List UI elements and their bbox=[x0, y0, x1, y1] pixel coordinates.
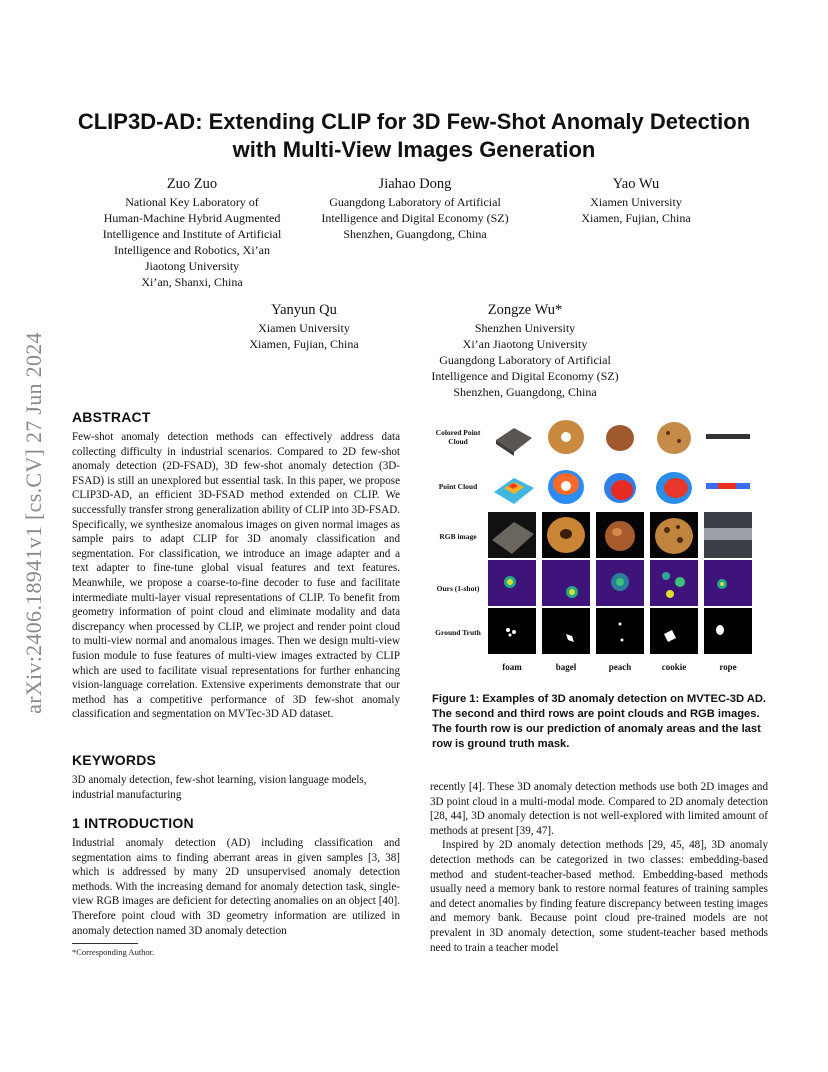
affiliation-line: National Key Laboratory of bbox=[125, 195, 259, 209]
point-cloud-cookie bbox=[650, 464, 698, 510]
prediction-peach bbox=[596, 560, 644, 606]
right-paragraph-1: recently [4]. These 3D anomaly detection methods use both 2D images and 3D point cloud in a multi-modal mode. Compared to 2D anomaly detection [28, 44], 3D anomaly detection is not well-explored with limited amount of methods at present [39, 47]. bbox=[430, 781, 768, 837]
point-cloud-rope bbox=[704, 464, 752, 510]
col-label-bagel: bagel bbox=[555, 662, 577, 672]
author-zongze-wu bbox=[410, 300, 640, 400]
figure-1 bbox=[432, 414, 768, 678]
figure-caption: Figure 1: Examples of 3D anomaly detection on MVTEC-3D AD. The second and third rows are point clouds and RGB images. The fourth row is our prediction of anomaly areas and the last row is ground truth mask. bbox=[432, 693, 767, 750]
keywords-text bbox=[72, 773, 400, 802]
author-yao-wu bbox=[546, 174, 726, 226]
ground-truth-rope bbox=[704, 608, 752, 654]
row-label-ground-truth: Ground Truth bbox=[435, 628, 481, 637]
rgb-image-rope bbox=[704, 512, 752, 558]
arxiv-id: arXiv:2406.18941v1 [cs.CV] 27 Jun 2024 bbox=[21, 332, 46, 714]
prediction-foam bbox=[488, 560, 536, 606]
introduction-paragraph: Industrial anomaly detection (AD) including classification and segmentation aims to finding aberrant areas in given samples [3, 38] which is addressed by many 2D unsupervised anomaly detection methods. With the increasing demand for anomaly detection task, single-view RGB images are deficient for detecting anomalies on an object [40]. Therefore point cloud with 3D geometry information are utilized in anomaly detection named 3D anomaly detection bbox=[72, 837, 400, 937]
row-label-rgb-image: RGB image bbox=[439, 532, 477, 541]
footnote-rule bbox=[72, 943, 138, 944]
affiliation-line: Xi’an Jiaotong University bbox=[462, 337, 588, 351]
col-label-foam: foam bbox=[502, 662, 522, 672]
affiliation-line: Xiamen University bbox=[258, 321, 350, 335]
paper-title bbox=[60, 108, 768, 164]
abstract-heading: ABSTRACT bbox=[72, 409, 151, 425]
keywords-paragraph: 3D anomaly detection, few-shot learning, vision language models, industrial manufacturing bbox=[72, 774, 367, 801]
affiliation-line: Xiamen, Fujian, China bbox=[249, 337, 359, 351]
introduction-text bbox=[72, 836, 400, 938]
rgb-image-bagel bbox=[542, 512, 590, 558]
prediction-cookie bbox=[650, 560, 698, 606]
affiliation-line: Shenzhen University bbox=[474, 321, 576, 335]
affiliation-line: Xiamen, Fujian, China bbox=[581, 211, 691, 225]
affiliation-line: Human-Machine Hybrid Augmented bbox=[103, 211, 281, 225]
affiliation-line: Intelligence and Robotics, Xi’an bbox=[114, 243, 270, 257]
row-label-ours: Ours (1-shot) bbox=[436, 584, 480, 593]
author-name: Zongze Wu* bbox=[487, 302, 563, 318]
author-jiahao-dong bbox=[304, 174, 526, 242]
point-cloud-peach bbox=[596, 464, 644, 510]
introduction-heading: 1 INTRODUCTION bbox=[72, 815, 194, 831]
affiliation-line: Jiaotong University bbox=[144, 259, 240, 273]
title-line-2: with Multi-View Images Generation bbox=[232, 137, 596, 162]
affiliation-line: Guangdong Laboratory of Artificial bbox=[439, 353, 611, 367]
affiliation-line: Intelligence and Institute of Artificial bbox=[102, 227, 282, 241]
colored-point-cloud-foam bbox=[488, 414, 536, 460]
author-name: Jiahao Dong bbox=[378, 176, 452, 192]
col-label-cookie: cookie bbox=[661, 662, 687, 672]
author-name: Yanyun Qu bbox=[271, 302, 337, 318]
author-zuo-zuo bbox=[80, 174, 304, 290]
rgb-image-cookie bbox=[650, 512, 698, 558]
footnote: *Corresponding Author. bbox=[72, 947, 155, 957]
prediction-bagel bbox=[542, 560, 590, 606]
ground-truth-peach bbox=[596, 608, 644, 654]
point-cloud-foam bbox=[488, 464, 536, 510]
prediction-rope bbox=[704, 560, 752, 606]
affiliation-line: Xiamen University bbox=[590, 195, 682, 209]
author-yanyun-qu bbox=[214, 300, 394, 352]
arxiv-sidebar bbox=[14, 288, 54, 758]
ground-truth-bagel bbox=[542, 608, 590, 654]
affiliation-line: Guangdong Laboratory of Artificial bbox=[329, 195, 501, 209]
ground-truth-foam bbox=[488, 608, 536, 654]
rgb-image-foam bbox=[488, 512, 536, 558]
right-column-text bbox=[430, 780, 768, 955]
row-label-point-cloud: Point Cloud bbox=[438, 482, 478, 491]
author-name: Zuo Zuo bbox=[166, 176, 218, 192]
row-label-colored-point-cloud: Colored Point Cloud bbox=[435, 428, 481, 446]
affiliation-line: Xi’an, Shanxi, China bbox=[141, 275, 243, 289]
affiliation-line: Intelligence and Digital Economy (SZ) bbox=[431, 369, 619, 383]
ground-truth-cookie bbox=[650, 608, 698, 654]
affiliation-line: Shenzhen, Guangdong, China bbox=[453, 385, 597, 399]
title-line-1: CLIP3D-AD: Extending CLIP for 3D Few-Shot Anomaly Detection bbox=[77, 109, 751, 134]
keywords-heading: KEYWORDS bbox=[72, 752, 157, 768]
abstract-paragraph: Few-shot anomaly detection methods can effectively address data collecting difficulty in industrial scenarios. Compared to 2D few-shot anomaly detection (2D-FSAD), 3D few-shot anomaly detection (3D-FSAD) is still an unexplored but essential task. In this paper, we propose CLIP3D-AD, an efficient 3D-FSAD method extended on CLIP. We successfully transfer strong generalization ability of CLIP into 3D-FSAD. Specifically, we synthesize anomalous images on given normal images as sample pairs to adapt CLIP for 3D anomaly classification and segmentation. For classification, we introduce an image adapter and a text adapter to fine-tune global visual features and text features. Meanwhile, we propose a coarse-to-fine decoder to fuse and facilitate intermediate multi-layer visual representations of CLIP. To benefit from geometry information of point cloud and eliminate modality and data discrepancy when processed by CLIP, we project and render point cloud to multi-view normal and anomalous images. Then we design multi-view fusion module to fuse features of multi-view images extracted by CLIP which are used to facilitate visual representations for further enhancing vision-language correlation. Extensive experiments demonstrate that our method has a competitive performance of 3D few-shot anomaly classification and segmentation on MVTec-3D AD dataset. bbox=[72, 431, 400, 721]
abstract-text bbox=[72, 430, 400, 722]
colored-point-cloud-bagel bbox=[542, 414, 590, 460]
col-label-rope: rope bbox=[719, 662, 737, 672]
colored-point-cloud-rope bbox=[704, 414, 752, 460]
col-label-peach: peach bbox=[608, 662, 632, 672]
author-name: Yao Wu bbox=[612, 176, 660, 192]
point-cloud-bagel bbox=[542, 464, 590, 510]
rgb-image-peach bbox=[596, 512, 644, 558]
colored-point-cloud-peach bbox=[596, 414, 644, 460]
right-paragraph-2: Inspired by 2D anomaly detection methods [29, 45, 48], 3D anomaly detection methods can be categorized in two classes: embedding-based method and student-teacher-based method. Embedding-based methods usually need a memory bank to restore normal features of training samples and detect anomalies by finding feature discrepancy between testing images and memory bank. Because point cloud pre-trained models are not prevalent in 3D anomaly detection, some student-teacher based methods need to train a teacher model bbox=[430, 839, 768, 954]
affiliation-line: Intelligence and Digital Economy (SZ) bbox=[321, 211, 509, 225]
colored-point-cloud-cookie bbox=[650, 414, 698, 460]
affiliation-line: Shenzhen, Guangdong, China bbox=[343, 227, 487, 241]
